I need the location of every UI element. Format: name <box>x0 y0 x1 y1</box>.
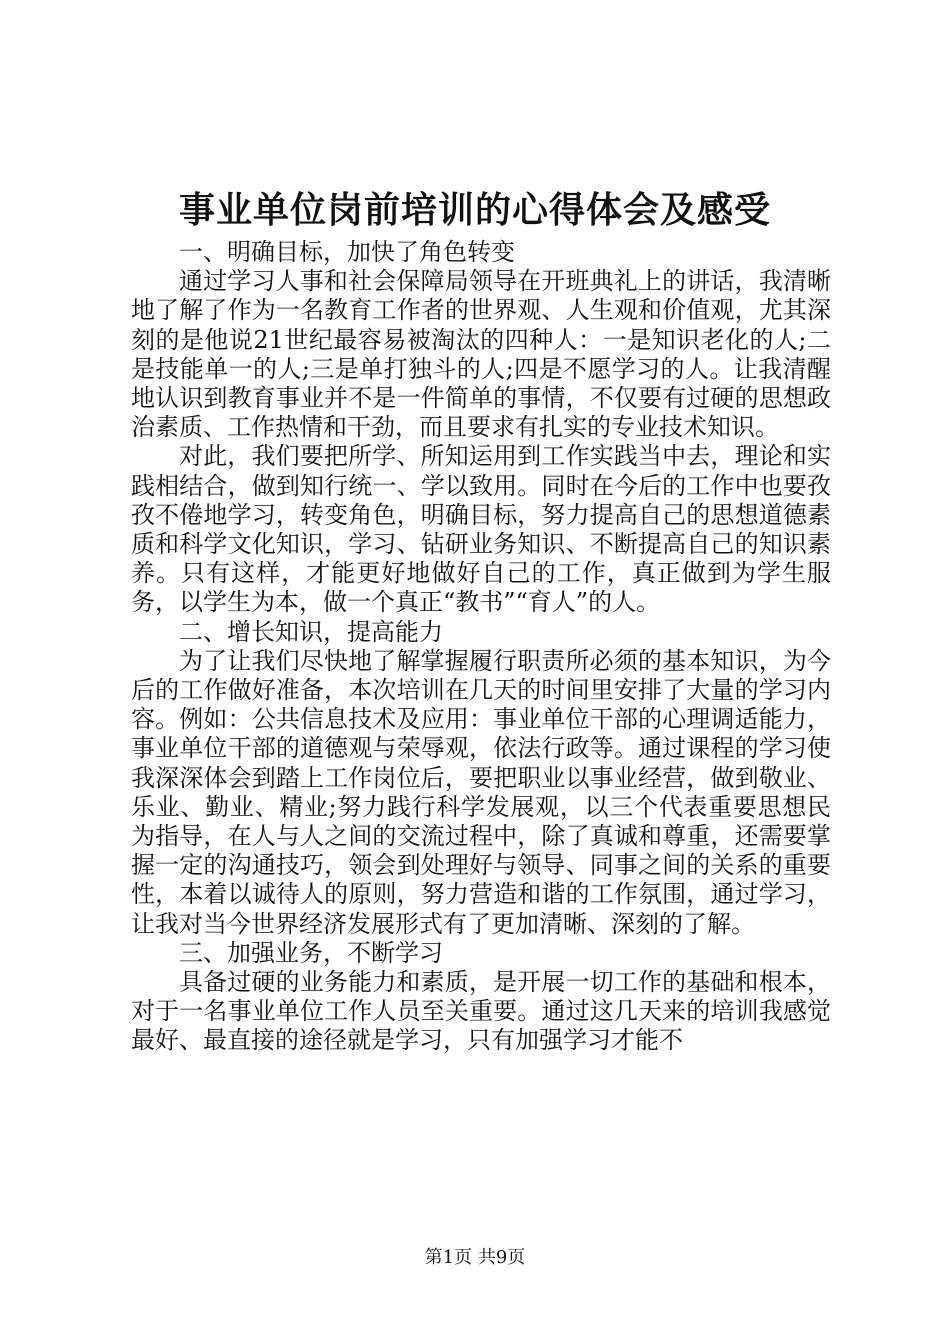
paragraph-3: 为了让我们尽快地了解掌握履行职责所必须的基本知识，为今后的工作做好准备，本次培训在几天的时间里安排了大量的学习内容。例如：公共信息技术及应用：事业单位干部的心理调适能力，事业单位干部的道德观与荣辱观，依法行政等。通过课程的学习使我深深体会到踏上工作岗位后，要把职业以事业经营，做到敬业、乐业、勤业、精业;努力践行科学发展观，以三个代表重要思想民为指导，在人与人之间的交流过程中，除了真诚和尊重，还需要掌握一定的沟通技巧，领会到处理好与领导、同事之间的关系的重要性，本着以诚待人的原则，努力营造和谐的工作氛围，通过学习，让我对当今世界经济发展形式有了更加清晰、深刻的了解。 <box>131 646 831 938</box>
paragraph-4: 具备过硬的业务能力和素质，是开展一切工作的基础和根本，对于一名事业单位工作人员至关重要。通过这几天来的培训我感觉最好、最直接的途径就是学习，只有加强学习才能不 <box>131 968 831 1055</box>
paragraph-1: 通过学习人事和社会保障局领导在开班典礼上的讲话，我清晰地了解了作为一名教育工作者的世界观、人生观和价值观，尤其深刻的是他说21世纪最容易被淘汰的四种人：一是知识老化的人;二是技能单一的人;三是单打独斗的人;四是不愿学习的人。让我清醒地认识到教育事业并不是一件简单的事情，不仅要有过硬的思想政治素质、工作热情和干劲，而且要求有扎实的专业技术知识。 <box>131 267 831 442</box>
document-title: 事业单位岗前培训的心得体会及感受 <box>178 189 771 231</box>
paragraph-2: 对此，我们要把所学、所知运用到工作实践当中去，理论和实践相结合，做到知行统一、学以致用。同时在今后的工作中也要孜孜不倦地学习，转变角色，明确目标，努力提高自己的思想道德素质和科学文化知识，学习、钻研业务知识、不断提高自己的知识素养。只有这样，才能更好地做好自己的工作，真正做到为学生服务，以学生为本，做一个真正“教书”“育人”的人。 <box>131 442 831 617</box>
section-heading-2: 二、增长知识，提高能力 <box>179 617 443 646</box>
document-body <box>131 238 831 1056</box>
section-heading-3: 三、加强业务，不断学习 <box>179 938 443 967</box>
section-heading-1: 一、明确目标，加快了角色转变 <box>179 238 515 266</box>
page-number-footer: 第1页 共9页 <box>424 1247 526 1268</box>
